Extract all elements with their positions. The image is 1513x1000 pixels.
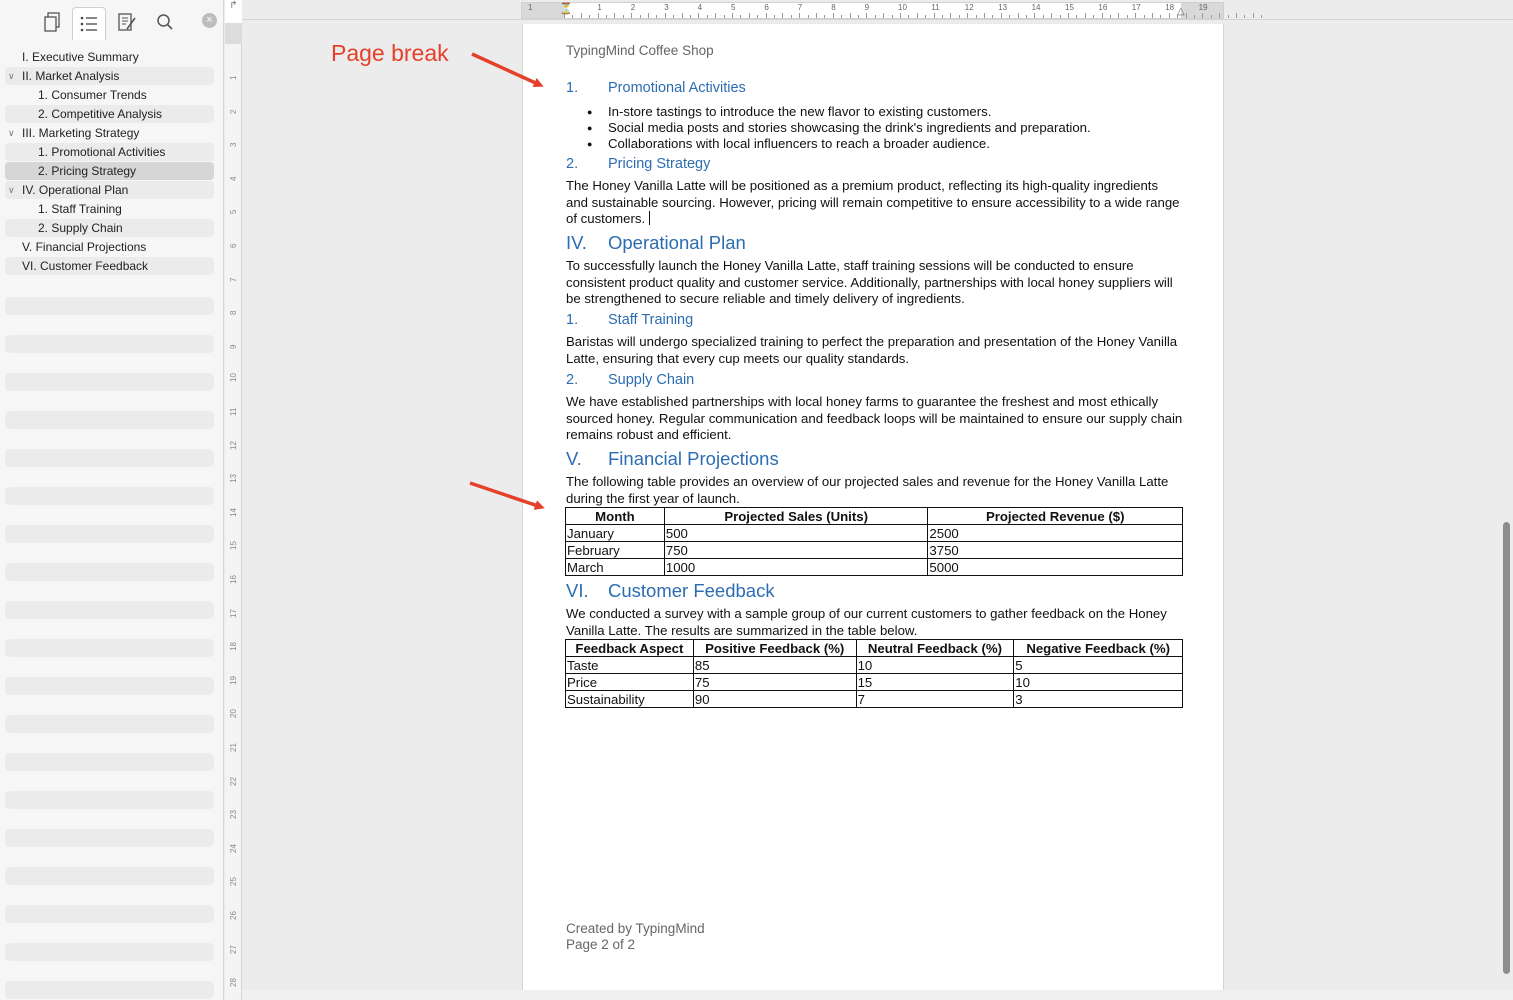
table-cell: 75 — [693, 674, 856, 691]
paragraph-supply: We have established partnerships with local honey farms to guarantee the freshest and most ethically sourced honey. Regular communication and feedback loops will be maintained to ensure our supply chain remains robust and efficient. — [566, 394, 1183, 443]
page-header: TypingMind Coffee Shop — [566, 43, 714, 58]
table-cell: Sustainability — [566, 691, 694, 708]
ruler-number: 21 — [229, 743, 238, 752]
ruler-number: 5 — [731, 3, 736, 12]
outline-item-label: II. Market Analysis — [22, 69, 120, 83]
list-item: ● Social media posts and stories showcasing the drink's ingredients and preparation. — [566, 120, 1183, 136]
ruler-number: 15 — [229, 541, 238, 551]
bottom-bar — [242, 990, 1513, 1000]
outline-item-label: I. Executive Summary — [22, 50, 139, 64]
paragraph-feedback: We conducted a survey with a sample group of our current customers to gather feedback on the Honey Vanilla Latte. The results are summarized in the table below. — [566, 606, 1167, 638]
ruler-number: 9 — [229, 344, 238, 349]
ruler-number: 23 — [229, 810, 238, 820]
table-header: Projected Revenue ($) — [928, 508, 1183, 525]
ruler-number: 10 — [898, 3, 907, 12]
heading-customer-feedback: VI. Customer Feedback — [566, 580, 775, 601]
ruler-number: 16 — [1098, 3, 1108, 12]
outline-item-label: IV. Operational Plan — [22, 183, 129, 197]
ruler-number: 12 — [964, 3, 974, 12]
ruler-number: 17 — [229, 608, 238, 618]
outline-item-label: V. Financial Projections — [22, 240, 147, 254]
ruler-number: 8 — [229, 310, 238, 316]
table-header: Projected Sales (Units) — [664, 508, 928, 525]
chevron-down-icon[interactable]: ∨ — [8, 185, 15, 195]
table-cell: 1000 — [664, 559, 928, 576]
list-item: ● In-store tastings to introduce the new flavor to existing customers. — [566, 104, 1183, 120]
outline-item-label: 1. Staff Training — [38, 202, 122, 216]
table-cell: 750 — [664, 542, 928, 559]
arrow-icon — [470, 483, 541, 507]
ruler-number: 15 — [1065, 3, 1074, 12]
outline-item-label: 2. Supply Chain — [38, 221, 123, 235]
ruler-number: 14 — [229, 507, 238, 517]
right-indent-marker-icon[interactable]: △ — [1177, 6, 1185, 17]
ruler-number: 11 — [229, 407, 238, 416]
ruler-number: 14 — [1031, 3, 1041, 12]
chevron-down-icon[interactable]: ∨ — [8, 71, 15, 81]
ruler-number: 26 — [229, 911, 238, 920]
ruler-corner-icon: ↱ — [225, 0, 242, 24]
ruler-number: 12 — [229, 440, 238, 450]
ruler-number: 10 — [229, 373, 238, 383]
paragraph-financial: The following table provides an overview of our projected sales and revenue for the Honey Vanilla Latte during the first year of launch. — [566, 474, 1169, 506]
table-cell: 5 — [1014, 657, 1183, 674]
outline-item-label: VI. Customer Feedback — [22, 259, 149, 273]
table-cell: 5000 — [928, 559, 1183, 576]
table-header: Neutral Feedback (%) — [856, 640, 1014, 657]
ruler-number: 6 — [764, 3, 769, 12]
paragraph-operational: To successfully launch the Honey Vanilla Latte, staff training sessions will be conducted to ensure consistent product quality and customer service. Additionally, partnerships with local honey suppliers will be strengthened to secure reliable and timely delivery of ingredients. — [566, 258, 1173, 307]
heading-operational-plan: IV. Operational Plan — [566, 232, 746, 253]
ruler-number: 28 — [229, 978, 238, 988]
table-cell: 3 — [1014, 691, 1183, 708]
heading-pricing-strategy: 2. Pricing Strategy — [566, 156, 711, 172]
ruler-number: 4 — [697, 3, 703, 12]
ruler-number: 1 — [229, 75, 238, 80]
vertical-scrollbar[interactable] — [1500, 24, 1513, 990]
ruler-number: 4 — [229, 176, 238, 181]
table-cell: February — [566, 542, 665, 559]
table-header: Feedback Aspect — [566, 640, 694, 657]
outline-item-label: 1. Consumer Trends — [38, 88, 147, 102]
ruler-number: 25 — [229, 877, 238, 887]
table-cell: 7 — [856, 691, 1014, 708]
table-header: Month — [566, 508, 665, 525]
ruler-number: 16 — [229, 575, 238, 584]
table-cell: 90 — [693, 691, 856, 708]
heading-supply-chain: 2. Supply Chain — [566, 372, 695, 388]
heading-promotional-activities: 1. Promotional Activities — [566, 80, 746, 96]
ruler-number: 2 — [229, 109, 238, 114]
table-cell: Price — [566, 674, 694, 691]
ruler-number: 20 — [229, 709, 238, 719]
ruler-number: 13 — [229, 474, 238, 484]
table-cell: Taste — [566, 657, 694, 674]
table-cell: 85 — [693, 657, 856, 674]
close-icon[interactable]: × — [202, 13, 217, 28]
ruler-number: 27 — [229, 944, 238, 954]
ruler-number: 17 — [1131, 3, 1141, 12]
ruler-number: 2 — [630, 3, 636, 12]
outline-item-label: 2. Pricing Strategy — [38, 164, 137, 178]
page-footer-page-number: Page 2 of 2 — [566, 937, 636, 952]
ruler-number: 1 — [597, 3, 602, 12]
ruler-number: 3 — [664, 3, 669, 12]
table-cell: 3750 — [928, 542, 1183, 559]
indent-marker-icon[interactable]: ⏳ — [559, 3, 573, 15]
arrow-icon — [472, 54, 540, 85]
ruler-number: 7 — [229, 277, 238, 282]
ruler-number: 22 — [229, 776, 238, 786]
ruler-number: 19 — [1198, 3, 1208, 12]
ruler-number: 13 — [998, 3, 1008, 12]
ruler-number: 8 — [831, 3, 836, 12]
paragraph-pricing: The Honey Vanilla Latte will be positioned as a premium product, reflecting its high-quality ingredients and sustainable sourcing. However, pricing will remain competitive to ensure accessibility to a wide range of customers. — [566, 178, 1180, 227]
ruler-number: 1 — [528, 3, 533, 12]
outline-item-label: 2. Competitive Analysis — [38, 107, 163, 121]
table-cell: 15 — [856, 674, 1014, 691]
table-cell: 10 — [856, 657, 1014, 674]
page-footer-created: Created by TypingMind — [566, 921, 705, 936]
ruler-number: 9 — [864, 3, 870, 12]
page-break-annotation: Page break — [331, 40, 449, 66]
ruler-number: 5 — [229, 209, 238, 215]
table-cell: 2500 — [928, 525, 1183, 542]
outline-item-label: 1. Promotional Activities — [38, 145, 166, 159]
chevron-down-icon[interactable]: ∨ — [8, 128, 15, 138]
list-item: ● Collaborations with local influencers to reach a broader audience. — [566, 136, 1183, 152]
heading-financial-projections: V. Financial Projections — [566, 448, 779, 469]
table-cell: January — [566, 525, 665, 542]
paragraph-staff: Baristas will undergo specialized training to perfect the preparation and presentation of the Honey Vanilla Latte, ensuring that every cup meets our quality standards. — [566, 334, 1178, 366]
ruler-number: 11 — [931, 3, 940, 12]
ruler-number: 19 — [229, 675, 238, 685]
table-header: Positive Feedback (%) — [693, 640, 856, 657]
ruler-number: 7 — [797, 3, 803, 12]
ruler-number: 6 — [229, 243, 238, 248]
ruler-number: 24 — [229, 843, 238, 853]
table-cell: March — [566, 559, 665, 576]
scrollbar-thumb[interactable] — [1503, 522, 1510, 974]
table-cell: 500 — [664, 525, 928, 542]
table-header: Negative Feedback (%) — [1014, 640, 1183, 657]
heading-staff-training: 1. Staff Training — [566, 312, 694, 328]
ruler-number: 18 — [1165, 3, 1175, 12]
ruler-number: 18 — [229, 642, 238, 652]
ruler-number: 3 — [229, 142, 238, 148]
outline-item-label: III. Marketing Strategy — [22, 126, 140, 140]
table-cell: 10 — [1014, 674, 1183, 691]
